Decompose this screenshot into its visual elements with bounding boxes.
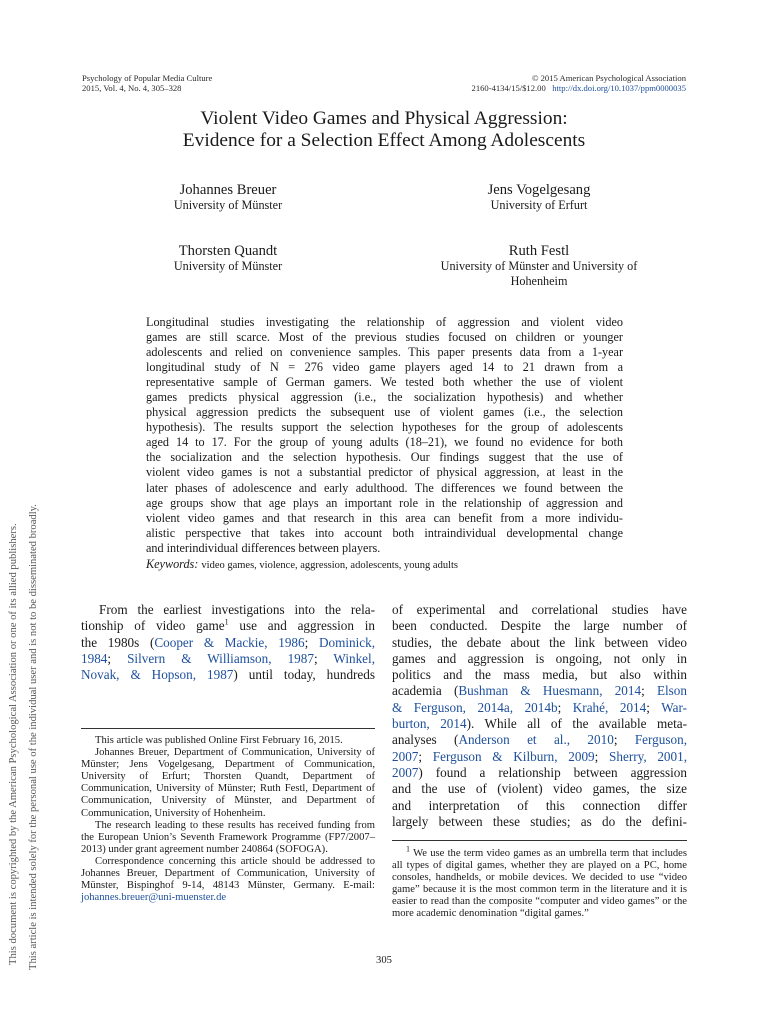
citation-link[interactable]: burton, 2014	[392, 716, 467, 732]
citation-link[interactable]: Sherry, 2001,	[609, 748, 687, 764]
citation-link[interactable]: Novak, & Hopson, 1987	[81, 667, 234, 683]
citation-link[interactable]: War-	[661, 699, 687, 715]
author-affiliation: University of Münster	[173, 198, 283, 212]
body-line: Novak, & Hopson, 1987) until today, hundreds	[81, 667, 376, 683]
author-affiliation-line-2: Hohenheim	[510, 274, 568, 288]
doi-link[interactable]: http://dx.doi.org/10.1037/ppm0000035	[552, 83, 686, 94]
body-line: analyses (Anderson et al., 2010; Ferguson,	[392, 732, 687, 748]
body-line: and the use of (violent) video games, the size	[392, 781, 687, 797]
footnote-rule-left	[81, 728, 375, 729]
body-line: & Ferguson, 2014a, 2014b; Krahé, 2014; War-	[392, 699, 687, 715]
body-line: been conducted. Despite the large number of	[392, 618, 687, 634]
author-affiliation: University of Erfurt	[490, 198, 588, 212]
author-block-vogelgesang	[439, 182, 639, 213]
abstract	[146, 315, 623, 556]
email-link[interactable]: johannes.breuer@uni-muenster.de	[81, 892, 227, 904]
body-line: 1984; Silvern & Williamson, 1987; Winkel,	[81, 650, 375, 666]
body-line: 2007) found a relationship between aggression	[392, 764, 687, 780]
body-line: burton, 2014). While all of the available meta-	[392, 716, 687, 732]
abstract-line: games predicts physical aggression (i.e., the socialization hypothesis) and whether	[146, 390, 623, 405]
journal-name: Psychology of Popular Media Culture	[82, 73, 213, 83]
abstract-line: later phases of adolescence and early adulthood. The differences we found between the	[146, 480, 623, 495]
citation-link[interactable]: 1984	[81, 650, 108, 666]
abstract-line: longitudinal study of N = 276 video game players aged 14 to 21 drawn from a	[146, 360, 623, 375]
body-line: From the earliest investigations into the rela-	[99, 602, 375, 617]
abstract-line: Longitudinal studies investigating the relationship of aggression and violent video	[146, 315, 623, 329]
correspondence-note: Correspondence concerning this article should be addressed to Johannes Breuer, Department of Communication, University of Münster, Bispinghof 9-14, 48143 Münster, Germany. E-mail: johannes.breuer@uni-muenster.de	[81, 855, 375, 904]
body-line: largely between these studies; as do the defini-	[392, 813, 687, 829]
title-line-1: Violent Video Games and Physical Aggression:	[200, 108, 568, 129]
body-column-left	[81, 602, 375, 683]
author-block-breuer	[128, 182, 328, 213]
footnote-marker[interactable]: 1	[224, 617, 229, 627]
citation-link[interactable]: Silvern & Williamson, 1987	[127, 650, 314, 666]
citation-link[interactable]: 2007	[392, 764, 419, 780]
abstract-line: hypothesis). The results support the selection hypotheses for the group of adolescents	[146, 420, 623, 435]
author-affiliation-line-1: University of Münster and University of	[440, 259, 638, 273]
citation-link[interactable]: Dominick,	[318, 634, 375, 650]
author-note	[81, 735, 375, 904]
author-name: Ruth Festl	[508, 243, 570, 259]
abstract-line: age groups show that age plays an important role in the relationship of aggression and	[146, 495, 623, 510]
abstract-line: games are still scarce. Most of the previous studies focused on children or younger	[146, 330, 623, 345]
footnote-1	[392, 844, 687, 921]
issn-doi-line	[366, 83, 686, 93]
citation-link[interactable]: Cooper & Mackie, 1986	[154, 634, 305, 650]
body-line: politics and the mass media, but also within	[392, 667, 687, 683]
body-line: studies, the debate about the link between video	[392, 634, 687, 650]
keywords	[146, 557, 623, 572]
abstract-line: physical aggression predicts the subsequent use of violent games (i.e., the selection	[146, 405, 623, 420]
abstract-line: violent video games is not a substantial predictor of physical aggression, at least in the	[146, 465, 623, 480]
author-block-festl	[409, 243, 669, 289]
journal-issue: 2015, Vol. 4, No. 4, 305–328	[82, 83, 182, 94]
copyright-line: © 2015 American Psychological Association	[531, 73, 686, 83]
body-line: tionship of video game$^1$ use and aggression in	[81, 617, 376, 634]
footnote-mark: 1	[406, 844, 410, 854]
author-name: Johannes Breuer	[179, 182, 277, 198]
author-name: Thorsten Quandt	[178, 243, 278, 259]
body-column-right	[392, 602, 687, 830]
citation-link[interactable]: 2007	[392, 748, 419, 764]
page-number: 305	[376, 955, 392, 966]
published-note: This article was published Online First February 16, 2015.	[95, 735, 343, 746]
citation-link[interactable]: Winkel,	[333, 650, 375, 666]
citation-link[interactable]: Bushman & Huesmann, 2014	[458, 683, 642, 699]
citation-link[interactable]: Anderson et al., 2010	[458, 732, 614, 748]
citation-link[interactable]: & Ferguson, 2014a, 2014b	[392, 699, 558, 715]
footnote-rule-right	[392, 840, 687, 841]
citation-link[interactable]: Ferguson & Kilburn, 2009	[432, 748, 595, 764]
citation-link[interactable]: Elson	[656, 683, 687, 699]
copyright-notice-line-2: This article is intended solely for the personal use of the individual user and is not to be disseminated broadly.	[28, 504, 39, 970]
running-header-right	[366, 73, 686, 94]
copyright-notice-line-1: This document is copyrighted by the American Psychological Association or one of its allied publishers.	[8, 523, 19, 965]
issn: 2160-4134/15/$12.00	[471, 83, 546, 94]
keywords-label: Keywords:	[146, 557, 199, 571]
funding-note: The research leading to these results has received funding from the European Union’s Seventh Framework Programme (FP7/2007–2013) under grant agreement number 240864 (SOFOGA).	[81, 819, 375, 855]
body-line: 2007; Ferguson & Kilburn, 2009; Sherry, 2001,	[392, 748, 687, 764]
citation-link[interactable]: Ferguson,	[634, 732, 687, 748]
author-name: Jens Vogelgesang	[487, 182, 591, 198]
body-line: the 1980s (Cooper & Mackie, 1986; Dominick,	[81, 634, 375, 650]
author-affiliation: University of Münster	[173, 259, 283, 273]
article-title	[100, 108, 668, 152]
affiliations-note: Johannes Breuer, Department of Communication, University of Münster; Jens Vogelgesang, Department of Communication, University of Erfurt; Thorsten Quandt, Department of Communication, University of Münster; Ruth Festl, Department of Communication, University of Münster, and Department of Communication, University of Hohenheim.	[81, 747, 375, 819]
body-line: academia (Bushman & Huesmann, 2014; Elson	[392, 683, 687, 699]
abstract-line: representative sample of German gamers. We tested both whether the use of violent	[146, 375, 623, 390]
abstract-line: aged 14 to 17. For the group of young adults (18–21), we found no evidence for both	[146, 435, 623, 450]
abstract-line: adolescents and relied on convenience samples. This paper presents data from a 1-year	[146, 345, 623, 360]
abstract-line: violent video games and that research in this area can benefit from a more individu-	[146, 510, 623, 525]
author-block-quandt	[128, 243, 328, 274]
keywords-value: video games, violence, aggression, adolescents, young adults	[201, 560, 459, 571]
body-line: of experimental and correlational studies have	[392, 602, 687, 617]
running-header-left	[82, 73, 322, 94]
body-line: and interpretation of this connection differ	[392, 797, 687, 813]
body-line: games and aggression is ongoing, not only in	[392, 650, 687, 666]
abstract-line: and interindividual differences between players.	[146, 540, 381, 555]
abstract-line: the socialization and the selection hypothesis. Our findings suggest that the use of	[146, 450, 623, 465]
footnote-text: We use the term video games as an umbrella term that includes all types of digital games, whether they are played on a PC, home consoles, handhelds, or mobile devices. We decided to use “video game” because it is the most common term in the literature and it is easier to read than the composite “computer and video games” or the more academic denomination “digital games.”	[392, 848, 687, 920]
citation-link[interactable]: Krahé, 2014	[572, 699, 647, 715]
abstract-line: alistic perspective that takes into account both intraindividual developmental change	[146, 525, 623, 540]
title-line-2: Evidence for a Selection Effect Among Adolescents	[182, 130, 586, 151]
